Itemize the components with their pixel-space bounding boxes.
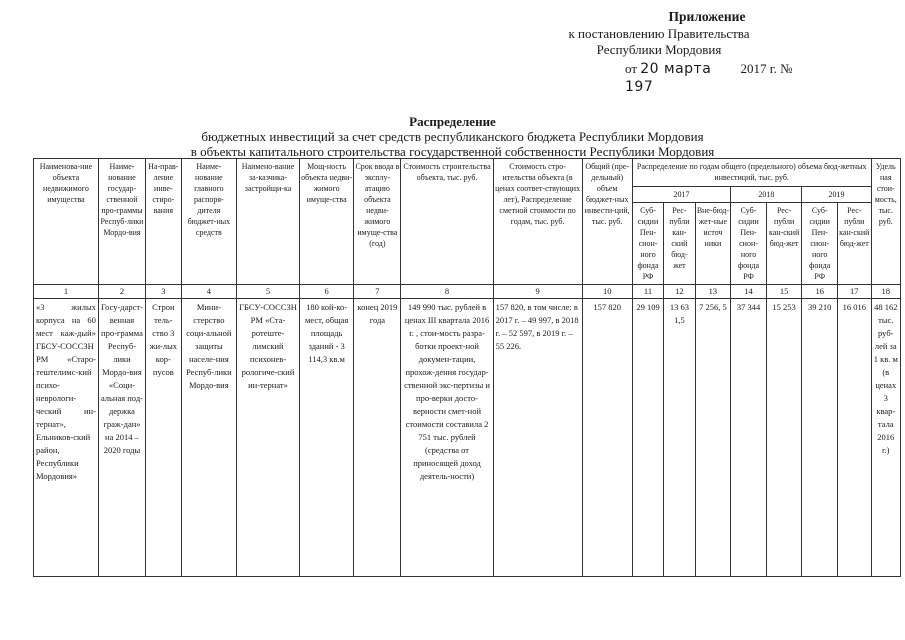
column-number: 18 — [871, 285, 900, 299]
header-2017-extrabudget: Вне-бюд-жет-ные источ ники — [695, 203, 731, 285]
year-text: 2017 г. № — [740, 61, 793, 76]
cell-2018-republic-budget: 15 253 — [766, 299, 802, 577]
cell-unit-cost: 48 162 тыс. руб-лей за 1 кв. м (в ценах 3 квар-тала 2016 г.) — [871, 299, 900, 577]
header-capacity: Мощ-ность объекта недви-жимого имуще-ства — [299, 159, 353, 285]
cell-2018-pension-fund: 37 344 — [731, 299, 767, 577]
column-number: 16 — [802, 285, 838, 299]
column-number: 14 — [731, 285, 767, 299]
date-prefix: от — [625, 61, 638, 76]
table-row — [34, 299, 901, 577]
header-2018-pension-fund: Суб-сидии Пен-сион-ного фонда РФ — [731, 203, 767, 285]
column-number: 5 — [237, 285, 300, 299]
header-2018-republic-budget: Рес-публи кан-ский бюд-жет — [766, 203, 802, 285]
date-handwritten: 20 марта — [640, 61, 712, 77]
header-total-volume: Общий (пре-дельный) объем бюджет-ных инвести-ций, тыс. руб. — [582, 159, 632, 285]
cell-direction: Строи тель-ство 3 жи-лых кор-пусов — [146, 299, 182, 577]
header-2019-pension-fund: Суб-сидии Пен-сион-ного фонда РФ — [802, 203, 838, 285]
header-direction: На-прав-ление инве-стиро-вания — [146, 159, 182, 285]
cell-program: Госу-дарст-венная про-грамма Респуб-лики Мордо-вия «Соци-альная под-держка граж-дан» на 2014 – 2020 годы — [98, 299, 145, 577]
header-manager: Наиме-нование главного распоря-дителя бюджет-ных средств — [181, 159, 236, 285]
header-commissioning-date: Срок ввода в эксплу-атацию объекта недви-жимого имуще-ства (год) — [354, 159, 401, 285]
cell-2019-republic-budget: 16 016 — [838, 299, 872, 577]
number-handwritten: 197 — [625, 79, 654, 95]
header-year-2019: 2019 — [802, 187, 871, 203]
column-number: 3 — [146, 285, 182, 299]
column-number: 17 — [838, 285, 872, 299]
column-number: 6 — [299, 285, 353, 299]
cell-cost-by-years: 157 820, в том числе: в 2017 г. – 49 997, в 2018 г. – 52 597, в 2019 г. – 55 226. — [493, 299, 582, 577]
header-construction-cost: Стоимость строительства объекта, тыс. руб. — [401, 159, 493, 285]
header-2017-republic-budget: Рес-публи кан-ский бюд-жет — [664, 203, 695, 285]
appendix-block — [509, 8, 809, 96]
appendix-date-line — [509, 60, 809, 96]
column-number: 10 — [582, 285, 632, 299]
column-number: 7 — [354, 285, 401, 299]
header-unit-cost: Удель ная стои-мость, тыс. руб. — [871, 159, 900, 285]
cell-manager: Мини-стерство соци-альной защиты населе-ния Респуб-лики Мордо-вия — [181, 299, 236, 577]
header-2019-republic-budget: Рес-публи кан-ский бюд-жет — [838, 203, 872, 285]
document-title-line-1: бюджетных инвестиций за счет средств республиканского бюджета Республики Мордовия — [201, 129, 704, 144]
cell-capacity: 180 кой-ко-мест, общая площадь зданий - 3 114,3 кв.м — [299, 299, 353, 577]
column-number: 15 — [766, 285, 802, 299]
column-number: 8 — [401, 285, 493, 299]
header-distribution: Распределение по годам общего (предельного) объема бюд-жетных инвестиций, тыс. руб. — [632, 159, 871, 187]
column-number: 12 — [664, 285, 695, 299]
cell-2019-pension-fund: 39 210 — [802, 299, 838, 577]
column-number: 1 — [34, 285, 99, 299]
document-title — [0, 114, 905, 159]
document-title-line-2: в объекты капитального строительства государственной собственности Республики Мордовия — [190, 144, 715, 159]
column-number: 2 — [98, 285, 145, 299]
appendix-line-1: к постановлению Правительства — [568, 26, 750, 41]
header-year-2018: 2018 — [731, 187, 802, 203]
header-2017-pension-fund: Суб-сидии Пен-сион-ного фонда РФ — [632, 203, 663, 285]
cell-customer: ГБСУ-СОССЗН РМ «Ста-ротеште-лимский психонев-рологиче-ский ин-тернат» — [237, 299, 300, 577]
column-number: 9 — [493, 285, 582, 299]
column-numbers-row — [34, 285, 901, 299]
appendix-title: Приложение — [668, 9, 746, 24]
cell-commissioning-date: конец 2019 года — [354, 299, 401, 577]
header-customer: Наимено-вание за-казчика-застройщи-ка — [237, 159, 300, 285]
investment-table — [33, 158, 901, 577]
cell-2017-extrabudget: 7 256, 5 — [695, 299, 731, 577]
cell-2017-republic-budget: 13 63 1,5 — [664, 299, 695, 577]
header-cost-by-years: Стоимость стро-ительства объекта (в ценах соответ-ствующих лет), Распределение сметной стоимости по годам, тыс. руб. — [493, 159, 582, 285]
header-year-2017: 2017 — [632, 187, 730, 203]
cell-total-volume: 157 820 — [582, 299, 632, 577]
document-heading: Распределение — [409, 114, 496, 129]
cell-object-name: «3 жилых корпуса на 60 мест каж-дый» ГБСУ-СОССЗН РМ «Старо-тештелимс-кий психо-неврологи-ческий ин-тернат», Ельников-ский район, Республики Мордовия» — [34, 299, 99, 577]
column-number: 13 — [695, 285, 731, 299]
cell-construction-cost: 149 990 тыс. рублей в ценах III квартала 2016 г. , стои-мость разра-ботки проект-ной докумен-тации, прохож-дения государ-ственной экс-пертизы и про-верки досто-верности смет-ной стоимости составила 2 751 тыс. рублей (средства от приносящей доход деятель-ности) — [401, 299, 493, 577]
cell-2017-pension-fund: 29 109 — [632, 299, 663, 577]
header-program: Наиме-нование государ-ственной про-граммы Респуб-лики Мордо-вия — [98, 159, 145, 285]
column-number: 4 — [181, 285, 236, 299]
header-object-name: Наименова-ние объекта недвижимого имущества — [34, 159, 99, 285]
column-number: 11 — [632, 285, 663, 299]
appendix-line-2: Республики Мордовия — [596, 42, 722, 57]
